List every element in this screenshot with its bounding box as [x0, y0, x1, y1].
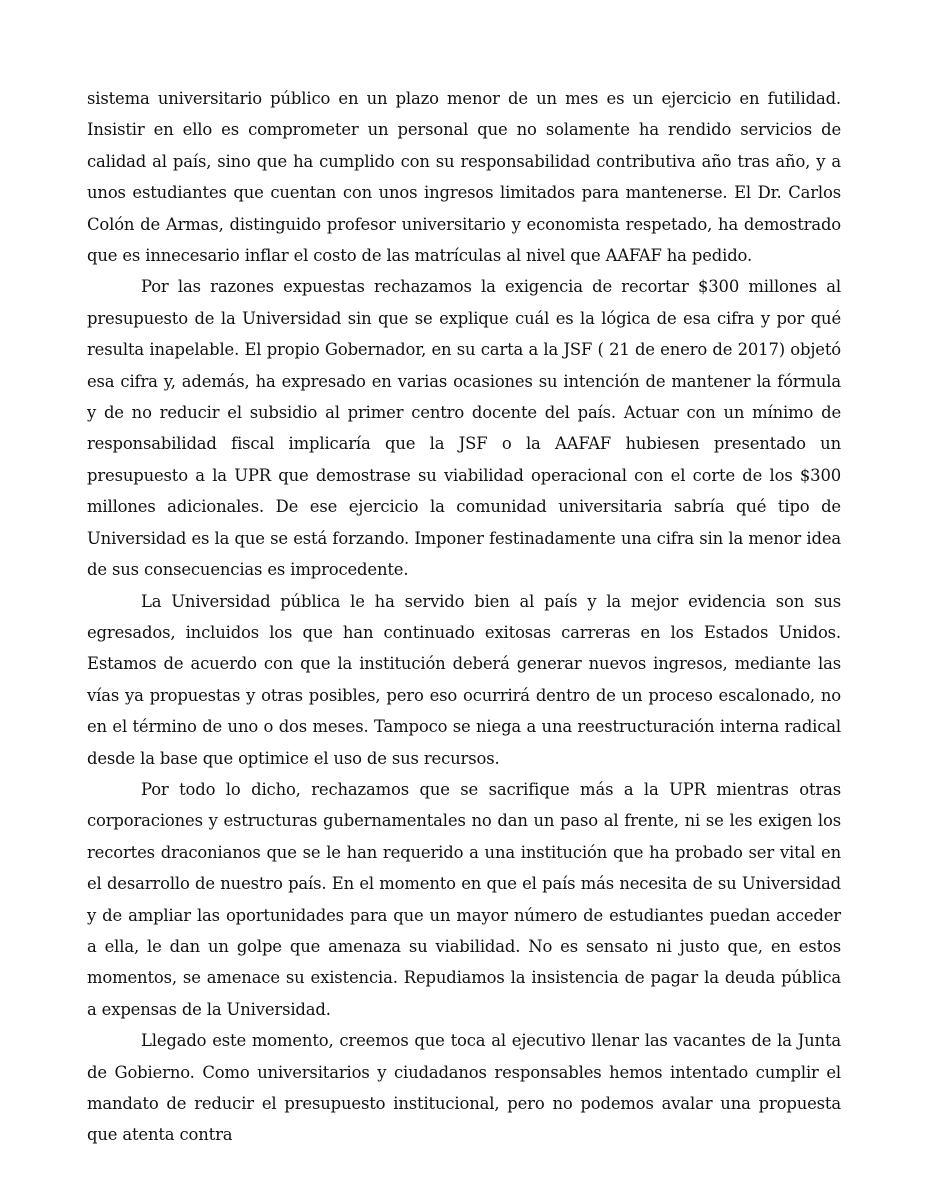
paragraph-3: La Universidad pública le ha servido bien al país y la mejor evidencia son sus egresados, incluidos los que han continuado exitosas carreras en los Estados Unidos. Estamos de acuerdo con que la institución deberá generar nuevos ingresos, mediante las vías ya propuestas y otras posibles, pero eso ocurrirá dentro de un proceso escalonado, no en el término de uno o dos meses. Tampoco se niega a una reestructuración interna radical desde la base que optimice el uso de sus recursos. — [87, 591, 841, 768]
paragraph-5: Llegado este momento, creemos que toca al ejecutivo llenar las vacantes de la Junta de Gobierno. Como universitarios y ciudadanos responsables hemos intentado cumplir el mandato de reducir el presupuesto institucional, pero no podemos avalar una propuesta que atenta contra — [87, 1031, 841, 1145]
paragraph-4: Por todo lo dicho, rechazamos que se sacrifique más a la UPR mientras otras corporaciones y estructuras gubernamentales no dan un paso al frente, ni se les exigen los recortes draconianos que se le han requerido a una institución que ha probado ser vital en el desarrollo de nuestro país. En el momento en que el país más necesita de su Universidad y de ampliar las oportunidades para que un mayor número de estudiantes puedan acceder a ella, le dan un golpe que amenaza su viabilidad. No es sensato ni justo que, en estos momentos, se amenace su existencia. Repudiamos la insistencia de pagar la deuda pública a expensas de la Universidad. — [87, 779, 841, 1019]
document-page — [87, 83, 841, 1151]
paragraph-1: sistema universitario público en un plazo menor de un mes es un ejercicio en futilidad. Insistir en ello es comprometer un personal que no solamente ha rendido servicios de calidad al país, sino que ha cumplido con su responsabilidad contributiva año tras año, y a unos estudiantes que cuentan con unos ingresos limitados para mantenerse. El Dr. Carlos Colón de Armas, distinguido profesor universitario y economista respetado, ha demostrado que es innecesario inflar el costo de las matrículas al nivel que AAFAF ha pedido. — [87, 89, 841, 266]
paragraph-2: Por las razones expuestas rechazamos la exigencia de recortar $300 millones al presupuesto de la Universidad sin que se explique cuál es la lógica de esa cifra y por qué resulta inapelable. El propio Gobernador, en su carta a la JSF ( 21 de enero de 2017) objetó esa cifra y, además, ha expresado en varias ocasiones su intención de mantener la fórmula y de no reducir el subsidio al primer centro docente del país. Actuar con un mínimo de responsabilidad fiscal implicaría que la JSF o la AAFAF hubiesen presentado un presupuesto a la UPR que demostrase su viabilidad operacional con el corte de los $300 millones adicionales. De ese ejercicio la comunidad universitaria sabría qué tipo de Universidad es la que se está forzando. Imponer festinadamente una cifra sin la menor idea de sus consecuencias es improcedente. — [87, 277, 841, 580]
